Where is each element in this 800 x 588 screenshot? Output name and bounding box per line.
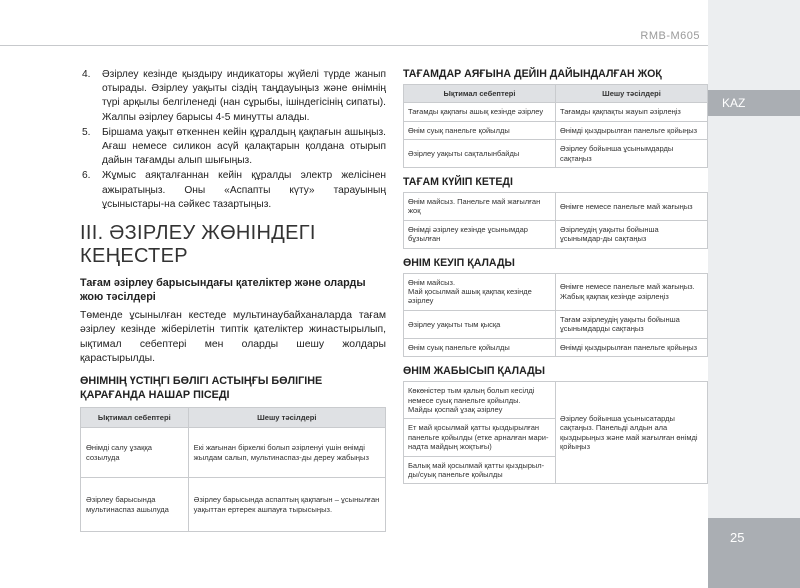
left-column [80, 68, 386, 532]
subheading: Тағам әзірлеу барысындағы қателіктер және оларды жою тәсілдері [80, 277, 366, 304]
table-header-row: Ықтимал себептері Шешу тәсілдері [81, 407, 386, 428]
table-row: Өнім суық панельге қойылды Өнімді қыздырылған панельге қойыңыз [404, 338, 708, 356]
table-row: Тағамды қақпағы ашық кезінде әзірлеу Тағамды қақпақты жауып әзірлеңіз [404, 103, 708, 121]
section-burns: ТАҒАМ КҮЙІП КЕТЕДІ Өнім майсыз. Панельге май жағылған жоқ Өнімге немесе панельге май жағыңыз Өнімді әзірлеу кезінде ұсынымдар бұзылған Әзірлеудің уақыты бойынша ұсынымдар-ды сақтаңыз [403, 176, 708, 249]
table-row: Көкөністер тым қалың болып кесілді немесе суық панельге қойылды. Майды қоспай ұзақ әзірлеу Әзірлеу бойынша ұсынысатарды сақтаңыз. Панельді алдын ала қыздырыңыз және май жағылған өнімді қойыңыз [404, 382, 708, 419]
table-row: Өнім суық панельге қойылды Өнімді қыздырылған панельге қойыңыз [404, 121, 708, 139]
table-undercooked [403, 84, 708, 168]
list-item: 6. Жұмыс аяқталғаннан кейін құралды электр желісінен ажыратыңыз. Оны «Аспапты күту» тарауының ұсыныстары-на сәйкес тазартыңыз. [82, 170, 386, 210]
section-title: III. ӘЗІРЛЕУ ЖӨНІНДЕГІ КЕҢЕСТЕР [80, 222, 316, 268]
list-item: 5. Біршама уақыт өткеннен кейін құралдың қақпағын ашыңыз. Ағаш немесе силикон асүй қалақтарын қолдана отырып дайын тағамды алып шығыңыз. [82, 126, 386, 167]
table-row: Өнім майсыз. Май қосылмай ашық қақпақ кезінде әзірлеу Өнімге немесе панельге май жағыңыз. Жабық қақпақ кезінде әзірлеңіз [404, 273, 708, 310]
page-sidebar [708, 0, 800, 588]
table-row: Әзірлеу барысында мультинаспаз ашылуда Әзірлеу барысында аспаптың қақпағын – ұсынылған уақыттан ертерек ашпауға тырысыңыз. [81, 478, 386, 532]
table-dries [403, 273, 708, 357]
table-row: Ет май қосылмай қатты қыздырылған панельге қойылды (етке арналған мари-надта майдың жоқтығы) [404, 419, 708, 456]
section-undercooked: ТАҒАМДАР АЯҒЫНА ДЕЙІН ДАЙЫНДАЛҒАН ЖОҚ Ықтимал себептері Шешу тәсілдері Тағамды қақпағы ашық кезінде әзірлеу Тағамды қақпақты жауып әзірлеңіз Өнім суық панельге қойылды Өнімді қыздырылған панельге қойыңыз Әзірлеу уақыты сақталынбайды Әзірлеу бойынша ұсынымдарды сақтаңыз [403, 68, 708, 168]
table-row: Балық май қосылмай қатты қыздырыл-ды/суық панельге қойылды [404, 456, 708, 484]
header-divider [0, 45, 708, 46]
table-burns [403, 192, 708, 249]
section-dries: ӨНІМ КЕУІП ҚАЛАДЫ Өнім майсыз. Май қосылмай ашық қақпақ кезінде әзірлеу Өнімге немесе панельге май жағыңыз. Жабық қақпақ кезінде әзірлеңіз Әзірлеу уақыты тым қысқа Тағам әзірлеудің уақыты бойынша ұсынымдарды сақтаңыз Өнім суық панельге қойылды Өнімді қыздырылған панельге қойыңыз [403, 257, 708, 357]
table-row: Әзірлеу уақыты тым қысқа Тағам әзірлеудің уақыты бойынша ұсынымдарды сақтаңыз [404, 310, 708, 338]
steps-list [80, 68, 386, 212]
table-row: Өнімді салу ұзаққа созылуда Екі жағынан біркелкі болып әзірленуі үшін өнімді жылдам салып, мультинаспаз-ды дереу жабыңыз [81, 428, 386, 478]
table-header-row: Ықтимал себептері Шешу тәсілдері [404, 85, 708, 103]
list-item: 4. Әзірлеу кезінде қыздыру индикаторы жүйелі түрде жанып отырады. Әзірлеу уақыты сіздің таңдауыңыз және өнімнің түрі арқылы белгіленеді (нан сұрыбы, ішіндегісінің сипаты). Жалпы әзірлеу барысы 4-5 минутты алады. [82, 69, 386, 123]
table-title: ӨНІМНІҢ ҮСТІҢГІ БӨЛІГІ АСТЫҢҒЫ БӨЛІГІНЕ ҚАРАҒАНДА НАШАР ПІСЕДІ [80, 374, 323, 401]
table-row: Әзірлеу уақыты сақталынбайды Әзірлеу бойынша ұсынымдарды сақтаңыз [404, 140, 708, 168]
section-sticks: ӨНІМ ЖАБЫСЫП ҚАЛАДЫ Көкөністер тым қалың болып кесілді немесе суық панельге қойылды. Майды қоспай ұзақ әзірлеу Әзірлеу бойынша ұсынысатарды сақтаңыз. Панельді алдын ала қыздырыңыз және май жағылған өнімді қойыңыз Ет май қосылмай қатты қыздырылған панельге қойылды (етке арналған мари-надта майдың жоқтығы) Балық май қосылмай қатты қыздырыл-ды/суық панельге қойылды [403, 365, 708, 484]
right-column [403, 68, 708, 492]
language-tab: KAZ [708, 90, 800, 116]
page-number: 25 [708, 518, 800, 588]
model-label: RMB-M605 [640, 30, 700, 42]
table-row: Өнім майсыз. Панельге май жағылған жоқ Өнімге немесе панельге май жағыңыз [404, 193, 708, 221]
table-sticks [403, 381, 708, 484]
troubleshoot-table [80, 407, 386, 533]
intro-paragraph: Төменде ұсынылған кестеде мультинаубайханаларда тағам әзірлеу кезінде жіберілетін типтік қателіктер жинастырылып, ықтимал себептері мен оларды шешу жолдары қарастырылды. [80, 310, 386, 365]
table-row: Өнімді әзірлеу кезінде ұсынымдар бұзылған Әзірлеудің уақыты бойынша ұсынымдар-ды сақтаңыз [404, 220, 708, 248]
